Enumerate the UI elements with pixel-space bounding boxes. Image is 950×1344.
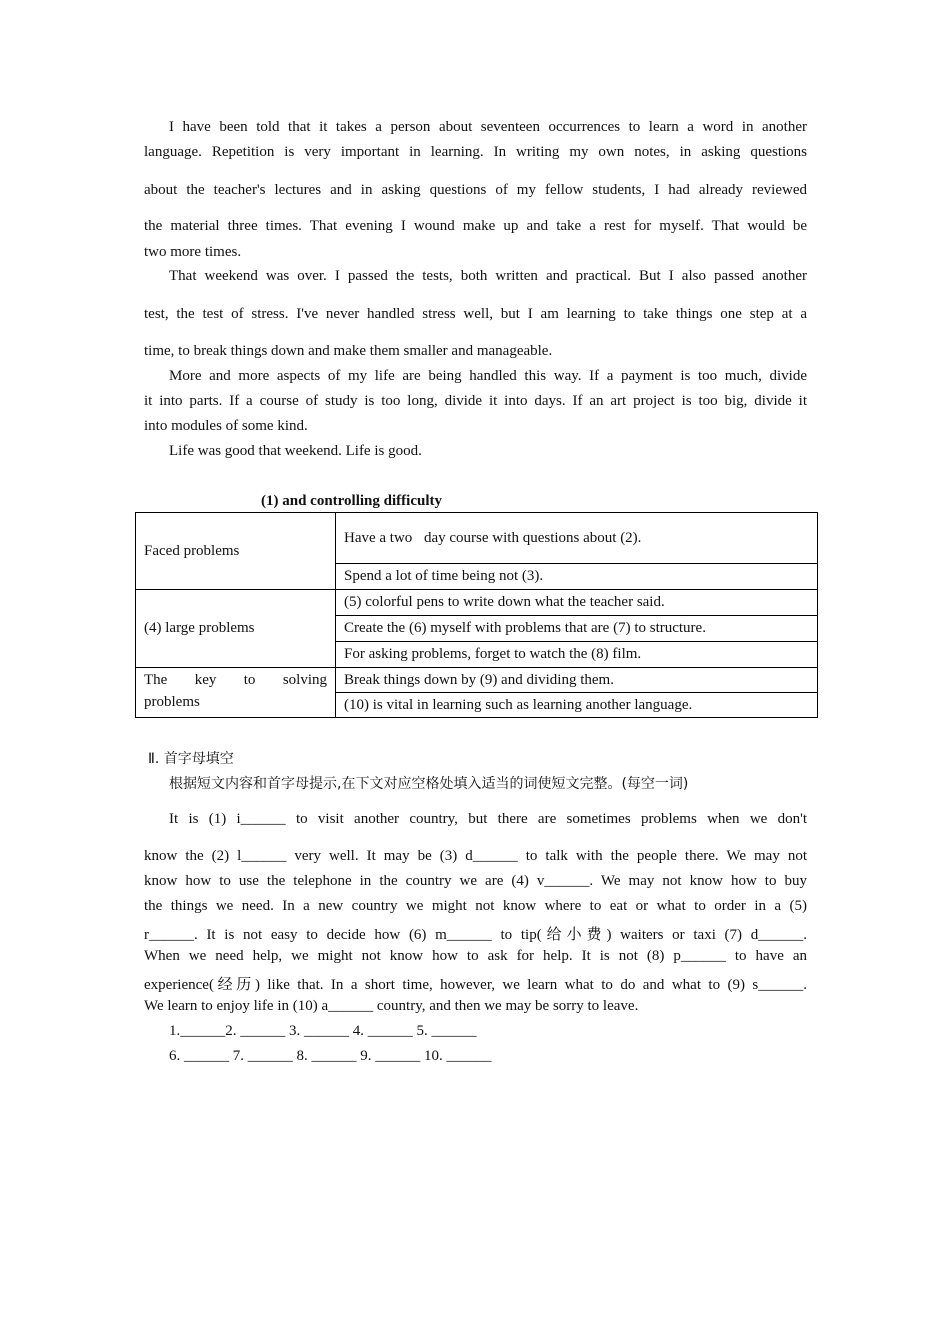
passage-line: into modules of some kind. [144, 418, 308, 434]
table-cell: Spend a lot of time being not (3). [336, 564, 818, 590]
cloze-line: We learn to enjoy life in (10) a______ country, and then we may be sorry to leave. [144, 998, 639, 1014]
table-row [136, 513, 818, 564]
summary-table [135, 512, 818, 718]
table-row [136, 668, 818, 693]
passage-line: Life was good that weekend. Life is good. [169, 443, 422, 459]
row-label-line: The key to solving [144, 672, 327, 688]
cloze-line: When we need help, we might not know how to ask for help. It is not (8) p______ to have an [144, 948, 807, 964]
table-title: (1) and controlling difficulty [261, 493, 442, 509]
cloze-line: experience(经历) like that. In a short time, however, we learn what to do and what to (9) s______. [144, 977, 807, 993]
answer-blanks: 6. ______ 7. ______ 8. ______ 9. ______ 10. ______ [169, 1048, 492, 1064]
table-cell: Have a two day course with questions about (2). [336, 513, 818, 564]
passage-line: That weekend was over. I passed the tests, both written and practical. But I also passed another [169, 268, 807, 284]
passage-line: test, the test of stress. I've never handled stress well, but I am learning to take things one step at a [144, 306, 807, 322]
table-cell: For asking problems, forget to watch the (8) film. [336, 642, 818, 668]
cloze-line: the things we need. In a new country we might not know where to eat or what to order in a (5) [144, 898, 807, 914]
row-label [136, 668, 336, 718]
section-heading: Ⅱ. 首字母填空 [148, 751, 234, 767]
passage-line: I have been told that it takes a person about seventeen occurrences to learn a word in another [169, 119, 807, 135]
passage-line: the material three times. That evening I wound make up and take a rest for myself. That would be [144, 218, 807, 234]
passage-line: time, to break things down and make them smaller and manageable. [144, 343, 553, 359]
cloze-line: know the (2) l______ very well. It may be (3) d______ to talk with the people there. We may not [144, 848, 807, 864]
section-instruction: 根据短文内容和首字母提示,在下文对应空格处填入适当的词使短文完整。(每空一词) [169, 776, 689, 792]
table-cell: (10) is vital in learning such as learning another language. [336, 693, 818, 718]
row-label: Faced problems [136, 513, 336, 590]
cloze-line: r______. It is not easy to decide how (6) m______ to tip(给小费) waiters or taxi (7) d______. [144, 927, 807, 943]
answer-blanks: 1.______2. ______ 3. ______ 4. ______ 5. ______ [169, 1023, 477, 1039]
cloze-line: It is (1) i______ to visit another country, but there are sometimes problems when we don't [169, 811, 807, 827]
table-cell: (5) colorful pens to write down what the teacher said. [336, 590, 818, 616]
table-row [136, 590, 818, 616]
table-cell: Break things down by (9) and dividing them. [336, 668, 818, 693]
passage-line: two more times. [144, 244, 242, 260]
passage-line: it into parts. If a course of study is too long, divide it into days. If an art project is too big, divide it [144, 393, 807, 409]
row-label-line: problems [144, 694, 200, 710]
cloze-line: know how to use the telephone in the country we are (4) v______. We may not know how to buy [144, 873, 807, 889]
passage-line: about the teacher's lectures and in asking questions of my fellow students, I had already reviewed [144, 182, 807, 198]
row-label: (4) large problems [136, 590, 336, 668]
passage-line: More and more aspects of my life are being handled this way. If a payment is too much, divide [169, 368, 807, 384]
passage-line: language. Repetition is very important in learning. In writing my own notes, in asking questions [144, 144, 807, 160]
table-cell: Create the (6) myself with problems that are (7) to structure. [336, 616, 818, 642]
